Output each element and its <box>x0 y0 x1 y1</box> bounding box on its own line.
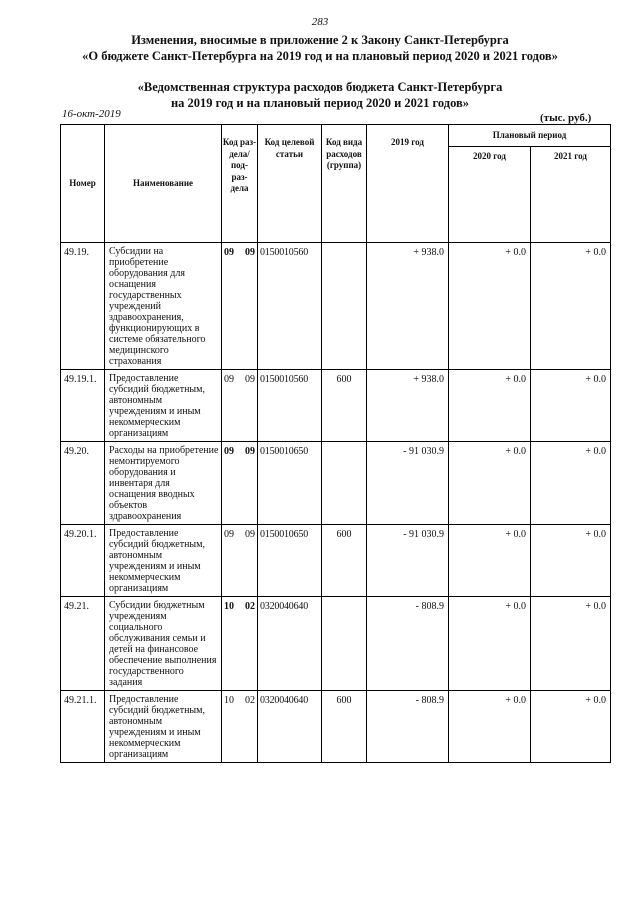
table-row <box>61 370 611 442</box>
row-name: Расходы на приобретение немонтируемого оборудования и инвентаря для оснащения вводных объектов здравоохранения <box>105 442 222 525</box>
row-value-2019: - 808.9 <box>367 597 449 691</box>
page-number: 283 <box>311 16 329 28</box>
row-subsection: 02 <box>245 695 255 706</box>
header-year-2021: 2021 год <box>531 147 611 243</box>
row-value-2020: + 0.0 <box>449 597 531 691</box>
row-value-2021: + 0.0 <box>531 442 611 525</box>
row-value-2021: + 0.0 <box>531 525 611 597</box>
row-number: 49.21. <box>61 597 105 691</box>
row-name: Предоставление субсидий бюджетным, автономным учреждениям и иным некоммерческим организациям <box>105 370 222 442</box>
row-expense-type: 600 <box>322 525 367 597</box>
row-name: Предоставление субсидий бюджетным, автономным учреждениям и иным некоммерческим организациям <box>105 525 222 597</box>
table-row <box>61 243 611 370</box>
row-section-code <box>222 525 258 597</box>
document-date: 16-окт-2019 <box>62 108 121 120</box>
row-target-code: 0320040640 <box>258 691 322 763</box>
row-expense-type <box>322 597 367 691</box>
row-value-2019: + 938.0 <box>367 370 449 442</box>
row-subsection: 09 <box>245 374 255 385</box>
row-value-2019: - 91 030.9 <box>367 442 449 525</box>
row-section-code <box>222 442 258 525</box>
row-section: 09 <box>224 529 234 540</box>
header-expense-type-code: Код вида расходов (группа) <box>322 125 367 243</box>
row-value-2021: + 0.0 <box>531 370 611 442</box>
row-value-2021: + 0.0 <box>531 691 611 763</box>
row-number: 49.19.1. <box>61 370 105 442</box>
header-planned-period: Плановый период <box>449 125 611 147</box>
row-number: 49.21.1. <box>61 691 105 763</box>
header-name: Наименование <box>105 125 222 243</box>
row-expense-type <box>322 442 367 525</box>
row-subsection: 09 <box>245 446 255 457</box>
row-section: 10 <box>224 601 234 612</box>
row-section: 09 <box>224 247 234 258</box>
row-section-code <box>222 597 258 691</box>
row-value-2019: - 91 030.9 <box>367 525 449 597</box>
row-value-2021: + 0.0 <box>531 597 611 691</box>
table-row <box>61 525 611 597</box>
row-section-code <box>222 691 258 763</box>
row-target-code: 0320040640 <box>258 597 322 691</box>
table-header-row <box>61 125 611 147</box>
row-value-2020: + 0.0 <box>449 442 531 525</box>
row-name: Субсидии бюджетным учреждениям социального обслуживания семьи и детей на финансовое обеспечение выполнения государственного задания <box>105 597 222 691</box>
row-value-2019: - 808.9 <box>367 691 449 763</box>
row-section: 09 <box>224 374 234 385</box>
row-target-code: 0150010650 <box>258 525 322 597</box>
row-section-code <box>222 370 258 442</box>
table-row <box>61 597 611 691</box>
header-year-2019: 2019 год <box>367 125 449 243</box>
row-expense-type: 600 <box>322 370 367 442</box>
row-section: 10 <box>224 695 234 706</box>
row-subsection: 02 <box>245 601 255 612</box>
table-row <box>61 691 611 763</box>
row-expense-type <box>322 243 367 370</box>
header-section-code: Код раз- дела/ под- раз- дела <box>222 125 258 243</box>
row-value-2021: + 0.0 <box>531 243 611 370</box>
row-name: Субсидии на приобретение оборудования для оснащения государственных учреждений здравоохранения, функционирующих в системе обязательного медицинского страхования <box>105 243 222 370</box>
header-target-code: Код целевой статьи <box>258 125 322 243</box>
currency-unit: (тыс. руб.) <box>540 112 592 124</box>
row-value-2020: + 0.0 <box>449 525 531 597</box>
row-number: 49.20. <box>61 442 105 525</box>
header-year-2020: 2020 год <box>449 147 531 243</box>
document-title-line-1: Изменения, вносимые в приложение 2 к Закону Санкт-Петербурга <box>131 33 509 47</box>
document-subtitle-line-1: «Ведомственная структура расходов бюджета Санкт-Петербурга <box>137 80 503 94</box>
row-subsection: 09 <box>245 529 255 540</box>
row-target-code: 0150010650 <box>258 442 322 525</box>
row-value-2020: + 0.0 <box>449 370 531 442</box>
row-target-code: 0150010560 <box>258 243 322 370</box>
document-subtitle-line-2: на 2019 год и на плановый период 2020 и 2021 годов» <box>170 96 470 110</box>
row-expense-type: 600 <box>322 691 367 763</box>
row-number: 49.19. <box>61 243 105 370</box>
row-section-code <box>222 243 258 370</box>
row-target-code: 0150010560 <box>258 370 322 442</box>
row-value-2020: + 0.0 <box>449 243 531 370</box>
document-title-line-2: «О бюджете Санкт-Петербурга на 2019 год и на плановый период 2020 и 2021 годов» <box>82 49 558 63</box>
row-value-2020: + 0.0 <box>449 691 531 763</box>
row-name: Предоставление субсидий бюджетным, автономным учреждениям и иным некоммерческим организациям <box>105 691 222 763</box>
header-number: Номер <box>61 125 105 243</box>
row-number: 49.20.1. <box>61 525 105 597</box>
row-subsection: 09 <box>245 247 255 258</box>
row-value-2019: + 938.0 <box>367 243 449 370</box>
expenditure-table <box>60 124 611 763</box>
row-section: 09 <box>224 446 234 457</box>
table-row <box>61 442 611 525</box>
